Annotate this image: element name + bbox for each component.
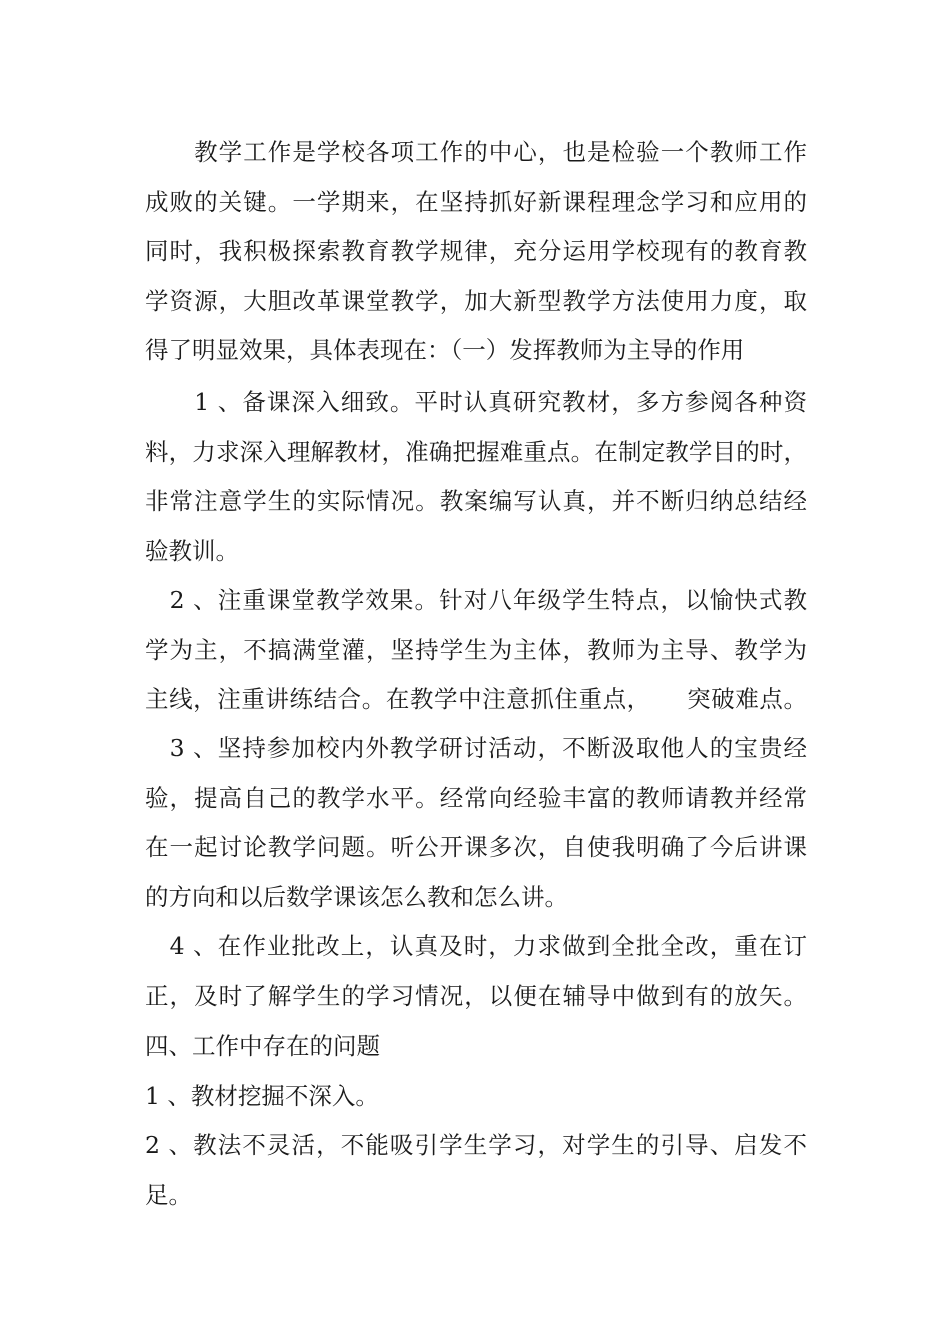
text-line: 足。 bbox=[145, 1180, 192, 1209]
text-line: 2 、教法不灵活，不能吸引学生学习，对学生的引导、启发不 bbox=[145, 1131, 807, 1159]
section-title: 四、工作中存在的问题 bbox=[145, 1032, 380, 1060]
text-line: 主线，注重讲练结合。在教学中注意抓住重点， 突破难点。 bbox=[145, 685, 807, 713]
text-line: 正，及时了解学生的学习情况，以便在辅导中做到有的放矢。 bbox=[145, 981, 807, 1010]
intro-paragraph bbox=[145, 128, 807, 376]
text-line: 得了明显效果，具体表现在：（一）发挥教师为主导的作用 bbox=[145, 336, 745, 364]
text-line: 非常注意学生的实际情况。教案编写认真，并不断归纳总结经 bbox=[145, 487, 807, 515]
text-line: 在一起讨论教学问题。听公开课多次，自使我明确了今后讲课 bbox=[145, 833, 807, 861]
item-3-paragraph bbox=[145, 724, 807, 922]
problem-2-paragraph bbox=[145, 1121, 807, 1220]
text-line: 学资源，大胆改革课堂教学，加大新型教学方法使用力度，取 bbox=[145, 286, 807, 315]
text-line: 同时，我积极探索教育教学规律，充分运用学校现有的教育教 bbox=[145, 237, 807, 265]
text-line: 4 、在作业批改上，认真及时，力求做到全批全改，重在订 bbox=[145, 932, 807, 960]
text-line: 验，提高自己的教学水平。经常向经验丰富的教师请教并经常 bbox=[145, 783, 807, 812]
text-line: 验教训。 bbox=[145, 536, 239, 565]
text-line: 2 、注重课堂教学效果。针对八年级学生特点，以愉快式教 bbox=[145, 586, 807, 614]
item-4-paragraph bbox=[145, 922, 807, 1021]
section-heading bbox=[145, 1022, 807, 1072]
text-line: 的方向和以后数学课该怎么教和怎么讲。 bbox=[145, 882, 568, 911]
text-line: 教学工作是学校各项工作的中心，也是检验一个教师工作 bbox=[145, 138, 807, 166]
item-1-paragraph bbox=[145, 378, 807, 576]
text-line: 料，力求深入理解教材，准确把握难重点。在制定教学目的时， bbox=[145, 437, 807, 466]
problem-1-paragraph bbox=[145, 1072, 807, 1122]
item-2-paragraph bbox=[145, 576, 807, 725]
text-line: 1 、备课深入细致。平时认真研究教材，多方参阅各种资 bbox=[145, 388, 807, 416]
text-line: 3 、坚持参加校内外教学研讨活动，不断汲取他人的宝贵经 bbox=[145, 734, 807, 762]
text-line: 学为主，不搞满堂灌，坚持学生为主体，教师为主导、教学为 bbox=[145, 635, 807, 664]
text-line: 成败的关键。一学期来，在坚持抓好新课程理念学习和应用的 bbox=[145, 187, 807, 216]
text-line: 1 、教材挖掘不深入。 bbox=[145, 1082, 379, 1110]
